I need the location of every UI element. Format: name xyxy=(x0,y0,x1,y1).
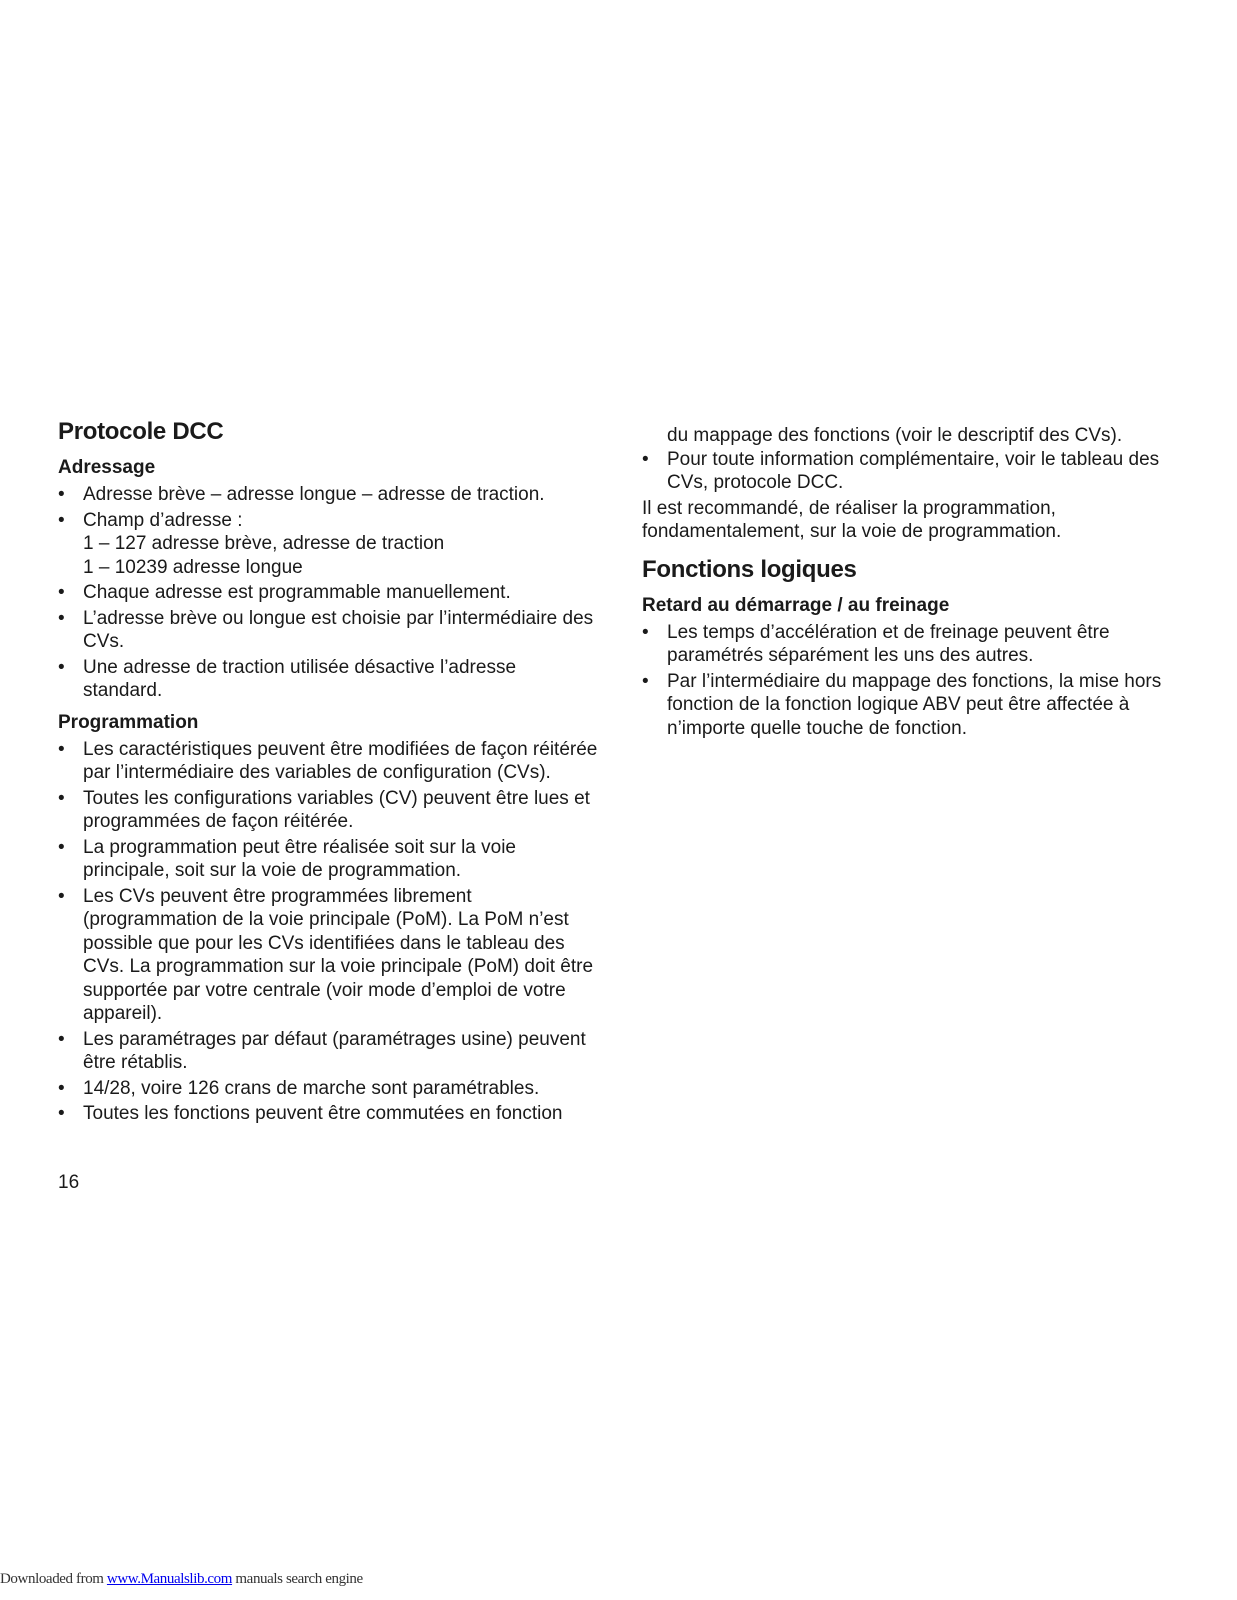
retard-list xyxy=(642,621,1172,741)
right-column xyxy=(642,424,1172,742)
bullet-icon: • xyxy=(642,448,649,470)
bullet-icon: • xyxy=(58,738,65,760)
list-item: • La programmation peut être réalisée soit sur la voie principale, soit sur la voie de programmation. xyxy=(58,836,517,881)
bullet-icon: • xyxy=(58,607,65,629)
list-item: • Les CVs peuvent être programmées librement (programmation de la voie principale (PoM). La PoM n’est possible que pour les CVs identifiées dans le tableau des CVs. La programmation sur la voie principale (PoM) doit être supportée par votre centrale (voir mode d’emploi de votre appareil). xyxy=(58,885,594,1024)
section-title-fonctions-logiques: Fonctions logiques xyxy=(642,555,857,583)
bullet-icon: • xyxy=(58,484,65,505)
list-item: • Toutes les configurations variables (CV) peuvent être lues et programmées de façon réitérée. xyxy=(58,787,590,832)
list-item: • Les temps d’accélération et de freinage peuvent être paramétrés séparément les uns des autres. xyxy=(642,621,1110,666)
bullet-icon: • xyxy=(642,621,649,643)
section-title-protocole-dcc: Protocole DCC xyxy=(58,418,224,445)
manualslib-link[interactable]: www.Manualslib.com xyxy=(106,1571,233,1587)
address-range-long: 1 – 10239 adresse longue xyxy=(83,556,303,578)
bullet-icon: • xyxy=(58,787,65,809)
list-item: • Par l’intermédiaire du mappage des fonctions, la mise hors fonction de la fonction logique ABV peut être affectée à n’importe quelle touche de fonction. xyxy=(642,670,1162,739)
list-item: • Une adresse de traction utilisée désactive l’adresse standard. xyxy=(58,656,517,701)
bullet-icon: • xyxy=(642,670,649,692)
subheading-programmation: Programmation xyxy=(58,711,199,733)
list-item: • 14/28, voire 126 crans de marche sont paramétrables. xyxy=(58,1077,540,1099)
bullet-icon: • xyxy=(58,582,65,603)
list-item: • Adresse brève – adresse longue – adresse de traction. xyxy=(58,484,545,505)
continued-text: du mappage des fonctions (voir le descriptif des CVs). xyxy=(667,425,1123,446)
list-item: • Pour toute information complémentaire, voir le tableau des CVs, protocole DCC. xyxy=(642,448,1160,493)
list-item: • Les caractéristiques peuvent être modifiées de façon réitérée par l’intermédiaire des variables de configuration (CVs). xyxy=(58,738,598,783)
bullet-icon: • xyxy=(58,656,65,678)
footer-prefix: Downloaded from xyxy=(0,1571,107,1587)
cv-info-list xyxy=(642,448,1172,495)
left-column xyxy=(58,418,598,1128)
bullet-icon: • xyxy=(58,836,65,858)
bullet-icon: • xyxy=(58,1077,65,1099)
bullet-icon: • xyxy=(58,509,65,531)
bullet-icon: • xyxy=(58,1103,65,1124)
bullet-icon: • xyxy=(58,1028,65,1050)
subheading-retard: Retard au démarrage / au freinage xyxy=(642,594,950,616)
footer-suffix: manuals search engine xyxy=(232,1571,363,1587)
list-item: • Champ d’adresse : 1 – 127 adresse brève, adresse de traction 1 – 10239 adresse longue xyxy=(58,509,445,578)
page-number: 16 xyxy=(58,1172,80,1193)
list-item: • Les paramétrages par défaut (paramétrages usine) peuvent être rétablis. xyxy=(58,1028,586,1073)
subheading-adressage: Adressage xyxy=(58,457,156,478)
adressage-list xyxy=(58,483,598,703)
download-footer xyxy=(0,1571,363,1588)
list-item: • Toutes les fonctions peuvent être commutées en fonction xyxy=(58,1103,563,1124)
programmation-list xyxy=(58,738,598,1126)
list-item: • L’adresse brève ou longue est choisie par l’intermédiaire des CVs. xyxy=(58,607,594,652)
bullet-icon: • xyxy=(58,885,65,907)
list-item: • Chaque adresse est programmable manuellement. xyxy=(58,582,511,603)
recommendation-paragraph: Il est recommandé, de réaliser la programmation, fondamentalement, sur la voie de programmation. xyxy=(642,497,1062,542)
address-range-short: 1 – 127 adresse brève, adresse de traction xyxy=(83,533,445,554)
